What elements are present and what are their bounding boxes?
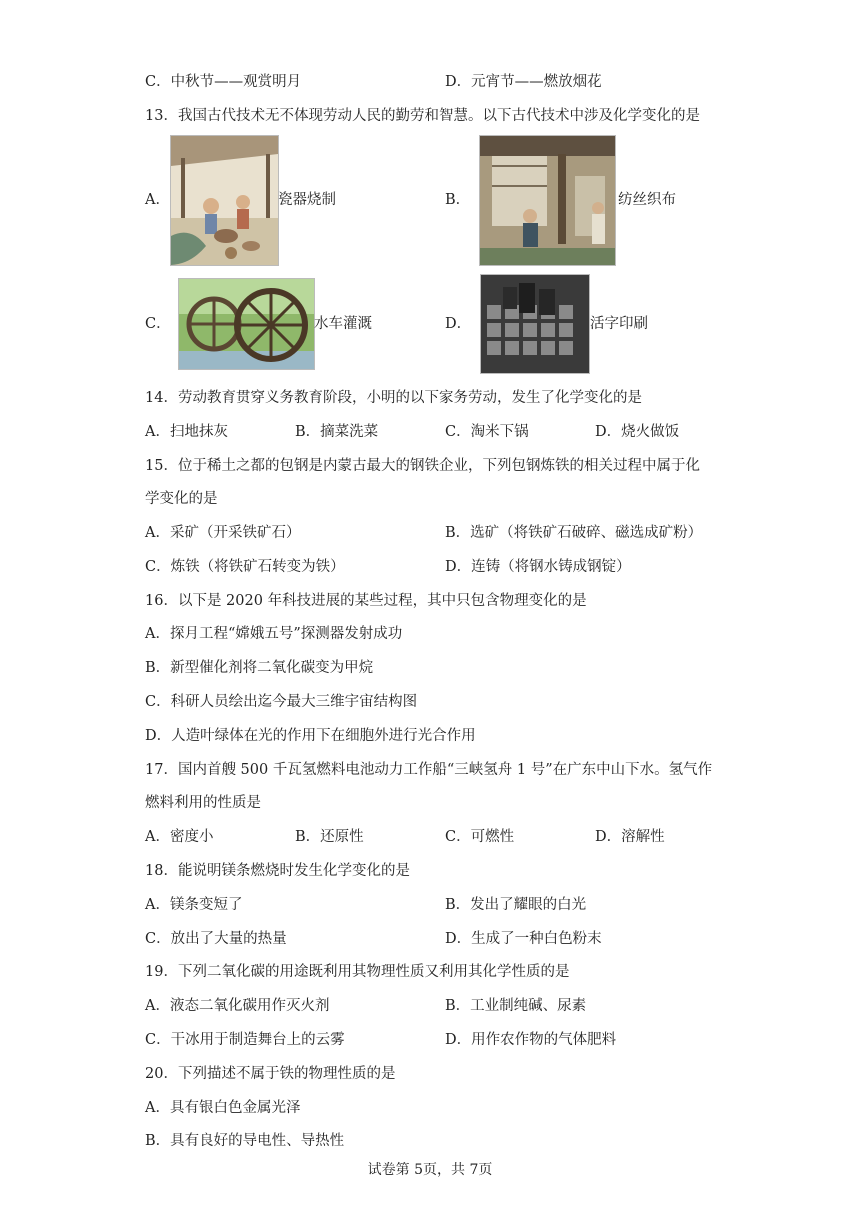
q14-option-c: C．淘米下锅 — [445, 424, 529, 440]
q19-option-b: B．工业制纯碱、尿素 — [445, 998, 587, 1014]
q17-option-b: B．还原性 — [295, 829, 364, 845]
q13-option-b-letter: B． — [445, 192, 471, 208]
q18-stem: 18．能说明镁条燃烧时发生化学变化的是 — [145, 863, 410, 879]
q13-option-d-text: 活字印刷 — [590, 316, 648, 332]
q15-option-b: B．选矿（将铁矿石破碎、磁选成矿粉） — [445, 525, 703, 541]
porcelain-firing-image — [170, 135, 279, 266]
q15-stem-line2: 学变化的是 — [145, 491, 218, 507]
q15-option-c: C．炼铁（将铁矿石转变为铁） — [145, 559, 345, 575]
q19-option-d: D．用作农作物的气体肥料 — [445, 1032, 617, 1048]
q16-option-d: D．人造叶绿体在光的作用下在细胞外进行光合作用 — [145, 728, 476, 744]
q17-option-d: D．溶解性 — [595, 829, 665, 845]
q14-option-d: D．烧火做饭 — [595, 424, 680, 440]
q15-option-a: A．采矿（开采铁矿石） — [145, 525, 301, 541]
q19-option-a: A．液态二氧化碳用作灭火剂 — [145, 998, 330, 1014]
q17-option-c: C．可燃性 — [445, 829, 515, 845]
q12-option-d: D．元宵节——燃放烟花 — [445, 74, 602, 90]
q13-option-c-letter: C． — [145, 316, 171, 332]
waterwheel-irrigation-image — [178, 278, 315, 370]
q16-stem: 16．以下是 2020 年科技进展的某些过程，其中只包含物理变化的是 — [145, 593, 587, 609]
silk-weaving-image — [479, 135, 616, 266]
q20-stem: 20．下列描述不属于铁的物理性质的是 — [145, 1066, 396, 1082]
q17-stem-line2: 燃料利用的性质是 — [145, 795, 261, 811]
q18-option-b: B．发出了耀眼的白光 — [445, 897, 587, 913]
q14-stem: 14．劳动教育贯穿义务教育阶段，小明的以下家务劳动，发生了化学变化的是 — [145, 390, 642, 406]
q15-stem-line1: 15．位于稀土之都的包钢是内蒙古最大的钢铁企业，下列包钢炼铁的相关过程中属于化 — [145, 458, 700, 474]
q16-option-c: C．科研人员绘出迄今最大三维宇宙结构图 — [145, 694, 418, 710]
q17-stem-line1: 17．国内首艘 500 千瓦氢燃料电池动力工作船“三峡氢舟 1 号”在广东中山下水。氢气作 — [145, 762, 713, 778]
q14-option-a: A．扫地抹灰 — [145, 424, 228, 440]
q13-option-a-letter: A． — [145, 192, 170, 208]
q19-option-c: C．干冰用于制造舞台上的云雾 — [145, 1032, 345, 1048]
q16-option-b: B．新型催化剂将二氧化碳变为甲烷 — [145, 660, 374, 676]
q18-option-c: C．放出了大量的热量 — [145, 931, 287, 947]
q19-stem: 19．下列二氧化碳的用途既利用其物理性质又利用其化学性质的是 — [145, 964, 570, 980]
q20-option-a: A．具有银白色金属光泽 — [145, 1100, 301, 1116]
q16-option-a: A．探月工程“嫦娥五号”探测器发射成功 — [145, 626, 403, 642]
q20-option-b: B．具有良好的导电性、导热性 — [145, 1133, 345, 1149]
movable-type-printing-image — [480, 274, 590, 374]
q14-option-b: B．摘菜洗菜 — [295, 424, 379, 440]
q15-option-d: D．连铸（将钢水铸成钢锭） — [445, 559, 631, 575]
q13-option-d-letter: D． — [445, 316, 472, 332]
q13-option-a-text: 瓷器烧制 — [278, 192, 336, 208]
q13-option-c-text: 水车灌溉 — [314, 316, 372, 332]
page-footer: 试卷第 5页，共 7页 — [367, 1162, 493, 1178]
q12-option-c: C．中秋节——观赏明月 — [145, 74, 302, 90]
q17-option-a: A．密度小 — [145, 829, 214, 845]
q18-option-a: A．镁条变短了 — [145, 897, 243, 913]
q18-option-d: D．生成了一种白色粉末 — [445, 931, 602, 947]
q13-option-b-text: 纺丝织布 — [618, 192, 676, 208]
q13-stem: 13．我国古代技术无不体现劳动人民的勤劳和智慧。以下古代技术中涉及化学变化的是 — [145, 108, 700, 124]
